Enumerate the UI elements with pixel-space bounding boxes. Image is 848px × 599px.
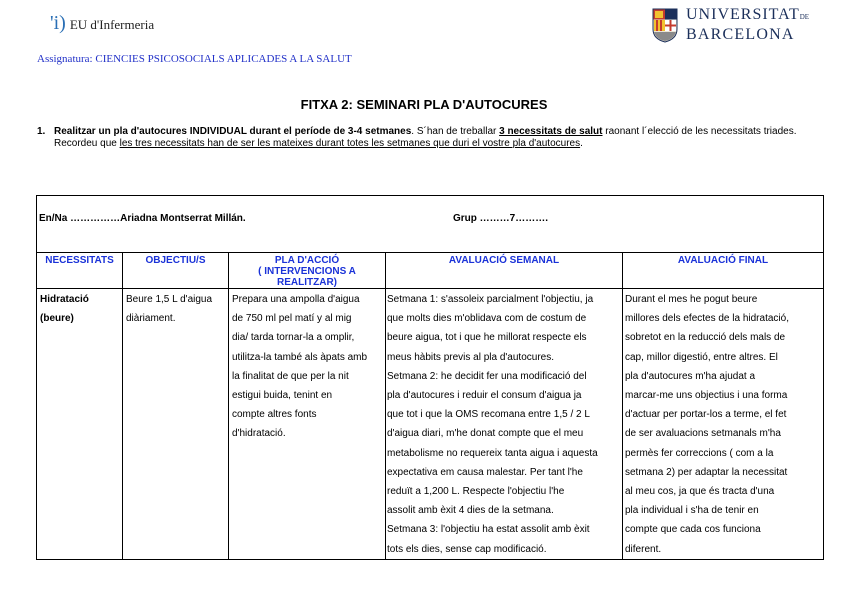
plan-line: de 750 ml pel matí y al mig	[232, 313, 352, 325]
goal-line: diàriament.	[126, 313, 176, 325]
need-detail: (beure)	[40, 313, 74, 325]
weekly-line: Setmana 2: he decidit fer una modificació del	[387, 370, 587, 382]
cell-weekly-evaluation	[387, 290, 621, 559]
instruction-bold-needs: 3 necessitats de salut	[499, 126, 603, 137]
instruction-bold-lead: Realitzar un pla d'autocures INDIVIDUAL durant el període de 3-4 setmanes	[54, 126, 412, 137]
final-line: cap, millor digestió, entre altres. El	[625, 351, 778, 363]
final-line: compte que cada cos funciona	[625, 524, 761, 536]
weekly-line: reduït a 1,200 L. Respecte l'objectiu l'he	[387, 486, 565, 498]
plan-line: estigui buida, tenint en	[232, 390, 333, 402]
column-header-plan-line3: REALITZAR)	[277, 277, 337, 288]
faculty-logo-mark: 'i)	[50, 12, 66, 34]
group-number: Grup ………7……….	[453, 213, 549, 224]
university-crest-icon	[652, 7, 678, 43]
final-line: permès fer correccions ( com a la	[625, 447, 774, 459]
instruction-text	[54, 126, 797, 150]
faculty-logo	[50, 12, 154, 35]
final-line: millores dels efectes de la hidratació,	[625, 313, 789, 325]
weekly-line: Setmana 1: s'assoleix parcialment l'objectiu, ja	[387, 294, 594, 305]
faculty-name: EU d'Infermeria	[69, 17, 155, 32]
instruction-text-part: raonant l´elecció de les necessitats triades. Recordeu que	[54, 126, 797, 149]
column-header-goals: OBJECTIU/S	[145, 255, 206, 266]
plan-line: dia/ tarda tornar-la a omplir,	[232, 332, 355, 344]
column-header-plan	[229, 255, 385, 288]
column-header-plan-line2: ( INTERVENCIONS A	[258, 266, 356, 277]
instruction	[37, 126, 797, 150]
column-header-needs: NECESSITATS	[45, 255, 114, 266]
column-header-plan-line1: PLA D'ACCIÓ	[274, 255, 340, 266]
instruction-text-end: .	[580, 138, 583, 149]
cell-goal	[126, 290, 227, 328]
self-care-table	[36, 195, 824, 560]
final-line: pla individual i s'ha de tenir en	[625, 505, 759, 517]
plan-line: d'hidratació.	[232, 428, 286, 440]
final-line: pla d'autocures m'ha ajudat a	[625, 370, 756, 382]
final-line: diferent.	[625, 543, 662, 555]
weekly-line: metabolisme no requereix tanta aigua i aquesta	[387, 447, 598, 459]
university-name-de: DE	[799, 13, 810, 21]
final-line: d'actuar per portar-los a terme, el fet	[625, 409, 787, 421]
goal-line: Beure 1,5 L d'aigua	[126, 294, 213, 305]
weekly-line: beure aigua, tot i que he millorat respecte els	[387, 332, 587, 344]
header-divider	[37, 288, 823, 289]
university-name-line1: UNIVERSITAT	[686, 6, 800, 23]
final-line: sobretot en la reducció dels mals de	[625, 332, 786, 344]
page-title: FITXA 2: SEMINARI PLA D'AUTOCURES	[300, 97, 548, 112]
cell-plan	[232, 290, 384, 444]
weekly-line: tots els dies, sense cap modificació.	[387, 543, 547, 555]
column-divider	[622, 252, 623, 559]
final-line: al meu cos, ja que és tracta d'una	[625, 486, 775, 498]
column-divider	[122, 252, 123, 559]
final-line: de ser avaluacions setmanals m'ha	[625, 428, 781, 440]
student-row	[37, 196, 823, 253]
final-line: marcar-me uns objectius i una forma	[625, 390, 788, 402]
university-name-line2: BARCELONA	[686, 26, 795, 43]
instruction-underlined-reminder: les tres necessitats han de ser les mateixes durant totes les setmanes que duri el vostre pla d'autocures	[119, 138, 581, 149]
column-divider	[228, 252, 229, 559]
plan-line: Prepara una ampolla d'aigua	[232, 294, 360, 305]
weekly-line: meus hàbits previs al pla d'autocures.	[387, 351, 554, 363]
column-divider	[385, 252, 386, 559]
plan-line: la finalitat de que per la nit	[232, 370, 349, 382]
cell-need	[40, 290, 120, 328]
student-name: En/Na ……………Ariadna Montserrat Millán.	[39, 213, 246, 224]
university-logo	[652, 6, 809, 43]
weekly-line: expectativa em causa malestar. Per tant l'he	[387, 466, 583, 478]
plan-line: utilitza-la també als àpats amb	[232, 351, 368, 363]
weekly-line: que tot i que la OMS recomana entre 1,5 / 2 L	[387, 409, 590, 421]
column-header-final: AVALUACIÓ FINAL	[677, 255, 769, 266]
column-header-weekly: AVALUACIÓ SEMANAL	[448, 255, 560, 266]
final-line: Durant el mes he pogut beure	[625, 294, 758, 305]
final-line: setmana 2) per adaptar la necessitat	[625, 466, 788, 478]
weekly-line: que molts dies m'oblidava com de costum de	[387, 313, 587, 325]
instruction-number: 1.	[37, 126, 46, 137]
weekly-line: d'aigua diari, m'he donat compte que el meu	[387, 428, 584, 440]
subject-line: Assignatura: CIENCIES PSICOSOCIALS APLICADES A LA SALUT	[37, 53, 352, 65]
weekly-line: pla d'autocures i reduir el consum d'aigua ja	[387, 390, 582, 402]
plan-line: compte altres fonts	[232, 409, 317, 421]
cell-final-evaluation	[625, 290, 822, 559]
need-name: Hidratació	[40, 294, 89, 305]
weekly-line: Setmana 3: l'objectiu ha estat assolit amb èxit	[387, 524, 590, 536]
instruction-text-part: . S´han de treballar	[411, 126, 500, 137]
university-name	[686, 6, 809, 43]
weekly-line: assolit amb èxit 4 dies de la setmana.	[387, 505, 554, 517]
